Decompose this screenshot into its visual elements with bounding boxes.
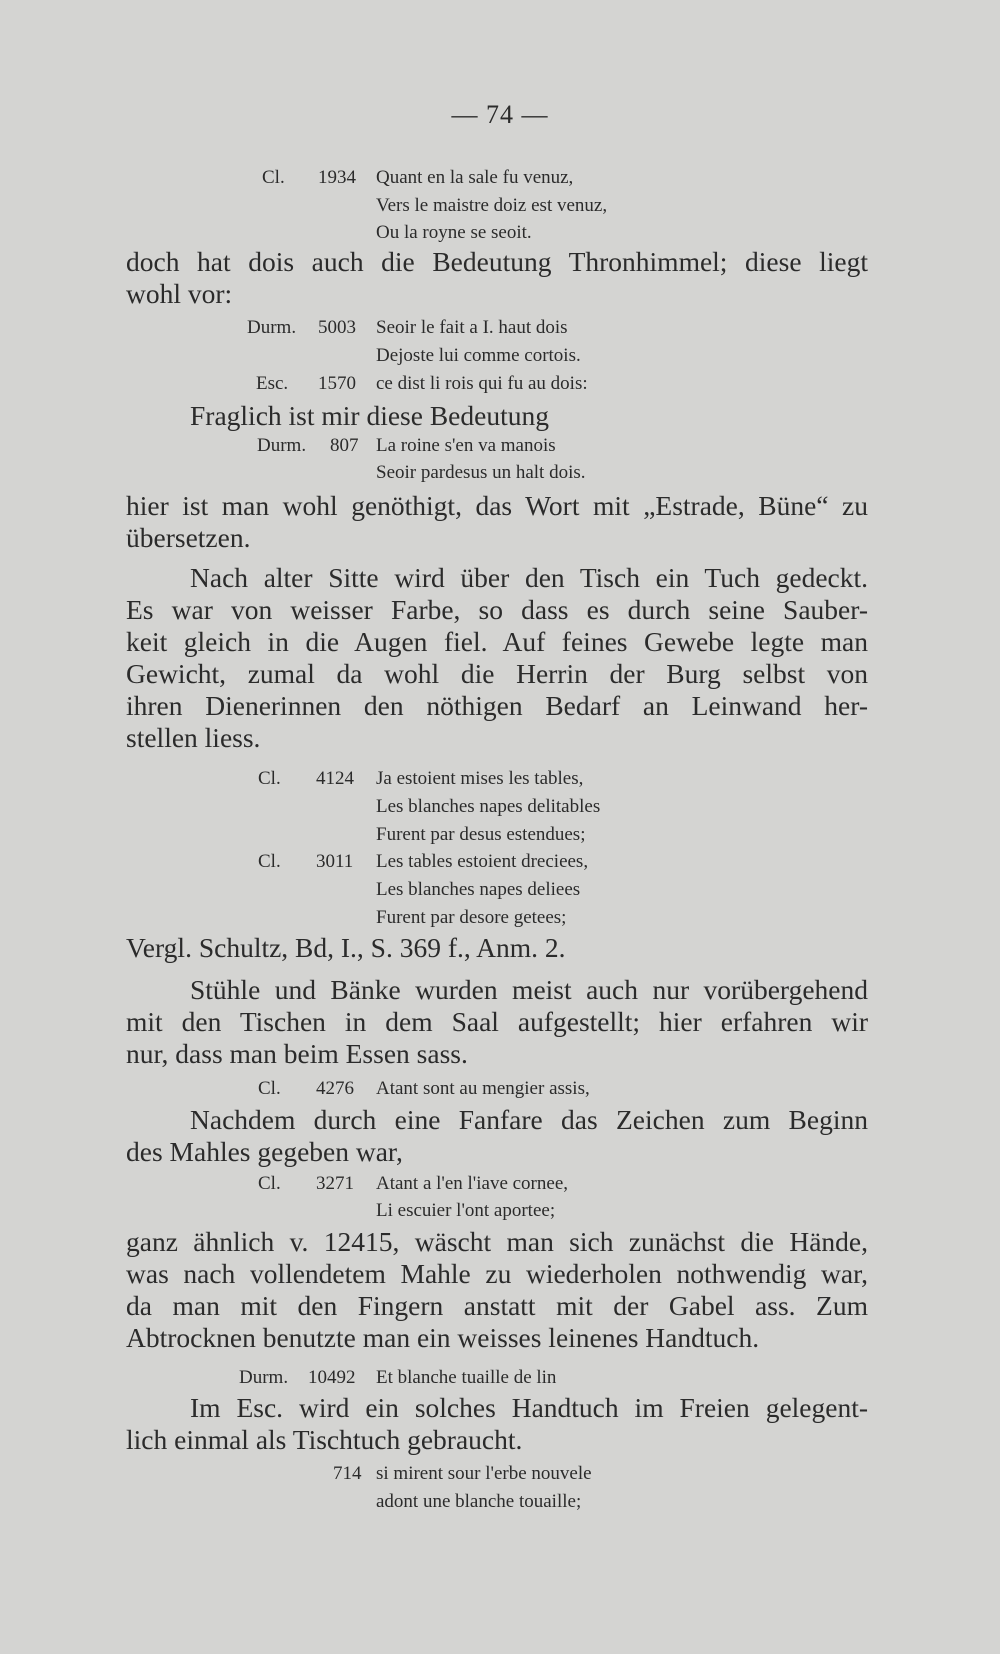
verse-line: Atant sont au mengier assis, xyxy=(376,1078,590,1099)
verse-number: 4276 xyxy=(316,1078,354,1099)
text-line: was nach vollendetem Mahle zu wiederholen nothwendig war, xyxy=(126,1258,868,1289)
quote-source: Durm. xyxy=(239,1367,289,1388)
text-line: da man mit den Fingern anstatt mit der Gabel ass. Zum xyxy=(126,1290,868,1321)
text-line: stellen liess. xyxy=(126,722,261,753)
text-line: Nachdem durch eine Fanfare das Zeichen zum Beginn xyxy=(190,1104,868,1135)
verse-line: Les tables estoient dreciees, xyxy=(376,851,589,872)
page-number: — 74 — xyxy=(451,100,549,129)
verse-number: 3011 xyxy=(316,851,354,872)
quote-source: Cl. xyxy=(258,768,281,789)
paragraph xyxy=(126,562,868,754)
verse-number: 807 xyxy=(330,435,359,456)
verse-line: Seoir le fait a I. haut dois xyxy=(376,317,568,338)
verse-number: 5003 xyxy=(318,317,356,338)
verse-line: si mirent sour l'erbe nouvele xyxy=(376,1463,592,1484)
verse-line: Atant a l'en l'iave cornee, xyxy=(376,1173,569,1194)
text-line: doch hat dois auch die Bedeutung Thronhimmel; diese liegt xyxy=(126,246,868,277)
paragraph xyxy=(126,1226,868,1354)
paragraph xyxy=(190,400,790,432)
verse-number: 1570 xyxy=(318,373,356,394)
verse-number: 714 xyxy=(333,1463,362,1484)
paragraph xyxy=(126,974,868,1070)
verse-line: adont une blanche touaille; xyxy=(376,1491,582,1512)
verse-line: Seoir pardesus un halt dois. xyxy=(376,462,586,483)
verse-line: Quant en la sale fu venuz, xyxy=(376,167,574,188)
text-line: ihren Dienerinnen den nöthigen Bedarf an Leinwand her- xyxy=(126,690,868,721)
quote-source: Cl. xyxy=(262,167,285,188)
text-line: ganz ähnlich v. 12415, wäscht man sich zunächst die Hände, xyxy=(126,1226,868,1257)
text-line: hier ist man wohl genöthigt, das Wort mit „Estrade, Büne“ zu xyxy=(126,490,868,521)
verse-line: Li escuier l'ont aportee; xyxy=(376,1200,556,1221)
verse-number: 10492 xyxy=(308,1367,356,1388)
text-line: Es war von weisser Farbe, so dass es durch seine Sauber- xyxy=(126,594,868,625)
text-line: wohl vor: xyxy=(126,278,233,309)
verse-line: Furent par desus estendues; xyxy=(376,824,586,845)
text-line: übersetzen. xyxy=(126,522,251,553)
paragraph xyxy=(126,932,868,964)
text-line: Stühle und Bänke wurden meist auch nur vorübergehend xyxy=(190,974,868,1005)
text-line: Nach alter Sitte wird über den Tisch ein Tuch gedeckt. xyxy=(190,562,868,593)
verse-number: 3271 xyxy=(316,1173,354,1194)
text-line: Gewicht, zumal da wohl die Herrin der Burg selbst von xyxy=(126,658,868,689)
verse-line: Et blanche tuaille de lin xyxy=(376,1367,557,1388)
text-line: Im Esc. wird ein solches Handtuch im Freien gelegent- xyxy=(190,1392,868,1423)
verse-line: Ja estoient mises les tables, xyxy=(376,768,584,789)
text-line: lich einmal als Tischtuch gebraucht. xyxy=(126,1424,523,1455)
verse-line: Dejoste lui comme cortois. xyxy=(376,345,581,366)
verse-line: Les blanches napes deliees xyxy=(376,879,581,900)
paragraph xyxy=(126,490,868,554)
quote-source: Cl. xyxy=(258,1078,281,1099)
quote-source: Durm. xyxy=(247,317,297,338)
verse-line: Les blanches napes delitables xyxy=(376,796,601,817)
paragraph xyxy=(126,246,868,310)
verse-line: Ou la royne se seoit. xyxy=(376,222,532,243)
text-line: keit gleich in die Augen fiel. Auf feines Gewebe legte man xyxy=(126,626,868,657)
paragraph xyxy=(126,1104,868,1168)
text-line: Vergl. Schultz, Bd, I., S. 369 f., Anm. 2. xyxy=(126,932,566,963)
text-line: Abtrocknen benutzte man ein weisses leinenes Handtuch. xyxy=(126,1322,760,1353)
verse-line: ce dist li rois qui fu au dois: xyxy=(376,373,588,394)
quote-source: Esc. xyxy=(256,373,289,394)
quote-source: Cl. xyxy=(258,1173,281,1194)
text-line: mit den Tischen in dem Saal aufgestellt; hier erfahren wir xyxy=(126,1006,868,1037)
text-line: Fraglich ist mir diese Bedeutung xyxy=(190,400,549,431)
text-line: des Mahles gegeben war, xyxy=(126,1136,403,1167)
quote-source: Cl. xyxy=(258,851,281,872)
verse-number: 1934 xyxy=(318,167,356,188)
paragraph xyxy=(126,1392,868,1456)
verse-line: Vers le maistre doiz est venuz, xyxy=(376,195,608,216)
verse-line: Furent par desore getees; xyxy=(376,907,567,928)
quote-source: Durm. xyxy=(257,435,307,456)
verse-number: 4124 xyxy=(316,768,354,789)
text-line: nur, dass man beim Essen sass. xyxy=(126,1038,468,1069)
verse-line: La roine s'en va manois xyxy=(376,435,556,456)
